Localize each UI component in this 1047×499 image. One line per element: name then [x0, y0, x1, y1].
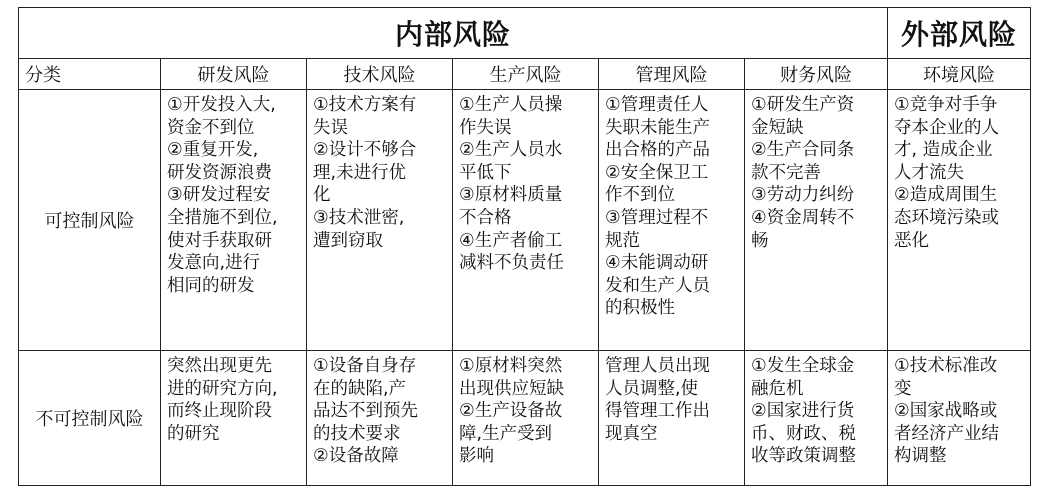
risk-table — [18, 7, 1031, 486]
category-rd-risk: 研发风险 — [161, 59, 307, 90]
table-cell: 管理人员出现 人员调整,使 得管理工作出 现真空 — [599, 351, 745, 486]
category-environment-risk: 环境风险 — [888, 59, 1031, 90]
category-finance-risk: 财务风险 — [745, 59, 888, 90]
table-cell: 突然出现更先 进的研究方向, 而终止现阶段 的研究 — [161, 351, 307, 486]
table-cell: ①设备自身存 在的缺陷,产 品达不到预先 的技术要求 ②设备故障 — [307, 351, 453, 486]
table-row — [19, 351, 1031, 486]
category-management-risk: 管理风险 — [599, 59, 745, 90]
table-cell: ①生产人员操 作失误 ②生产人员水 平低下 ③原材料质量 不合格 ④生产者偷工 减料不负责任 — [453, 90, 599, 351]
table-cell: ①原材料突然 出现供应短缺 ②生产设备故 障,生产受到 影响 — [453, 351, 599, 486]
table-cell: ①开发投入大, 资金不到位 ②重复开发, 研发资源浪费 ③研发过程安 全措施不到位, 使对手获取研 发意向,进行 相同的研发 — [161, 90, 307, 351]
row-label-controllable: 可控制风险 — [19, 90, 161, 351]
category-label: 分类 — [19, 59, 161, 90]
header-row — [19, 8, 1031, 59]
table-cell: ①技术方案有 失误 ②设计不够合 理,未进行优 化 ③技术泄密, 遭到窃取 — [307, 90, 453, 351]
table-cell: ①管理责任人 失职未能生产 出合格的产品 ②安全保卫工 作不到位 ③管理过程不 规范 ④未能调动研 发和生产人员 的积极性 — [599, 90, 745, 351]
table-cell: ①发生全球金 融危机 ②国家进行货 币、财政、税 收等政策调整 — [745, 351, 888, 486]
category-row — [19, 59, 1031, 90]
external-risk-header: 外部风险 — [888, 8, 1031, 59]
table-cell: ①研发生产资 金短缺 ②生产合同条 款不完善 ③劳动力纠纷 ④资金周转不 畅 — [745, 90, 888, 351]
table-cell: ①技术标准改 变 ②国家战略或 者经济产业结 构调整 — [888, 351, 1031, 486]
table-cell: ①竞争对手争 夺本企业的人 才, 造成企业 人才流失 ②造成周围生 态环境污染或 恶化 — [888, 90, 1031, 351]
category-tech-risk: 技术风险 — [307, 59, 453, 90]
table-row — [19, 90, 1031, 351]
internal-risk-header: 内部风险 — [19, 8, 888, 59]
category-production-risk: 生产风险 — [453, 59, 599, 90]
row-label-uncontrollable: 不可控制风险 — [19, 351, 161, 486]
